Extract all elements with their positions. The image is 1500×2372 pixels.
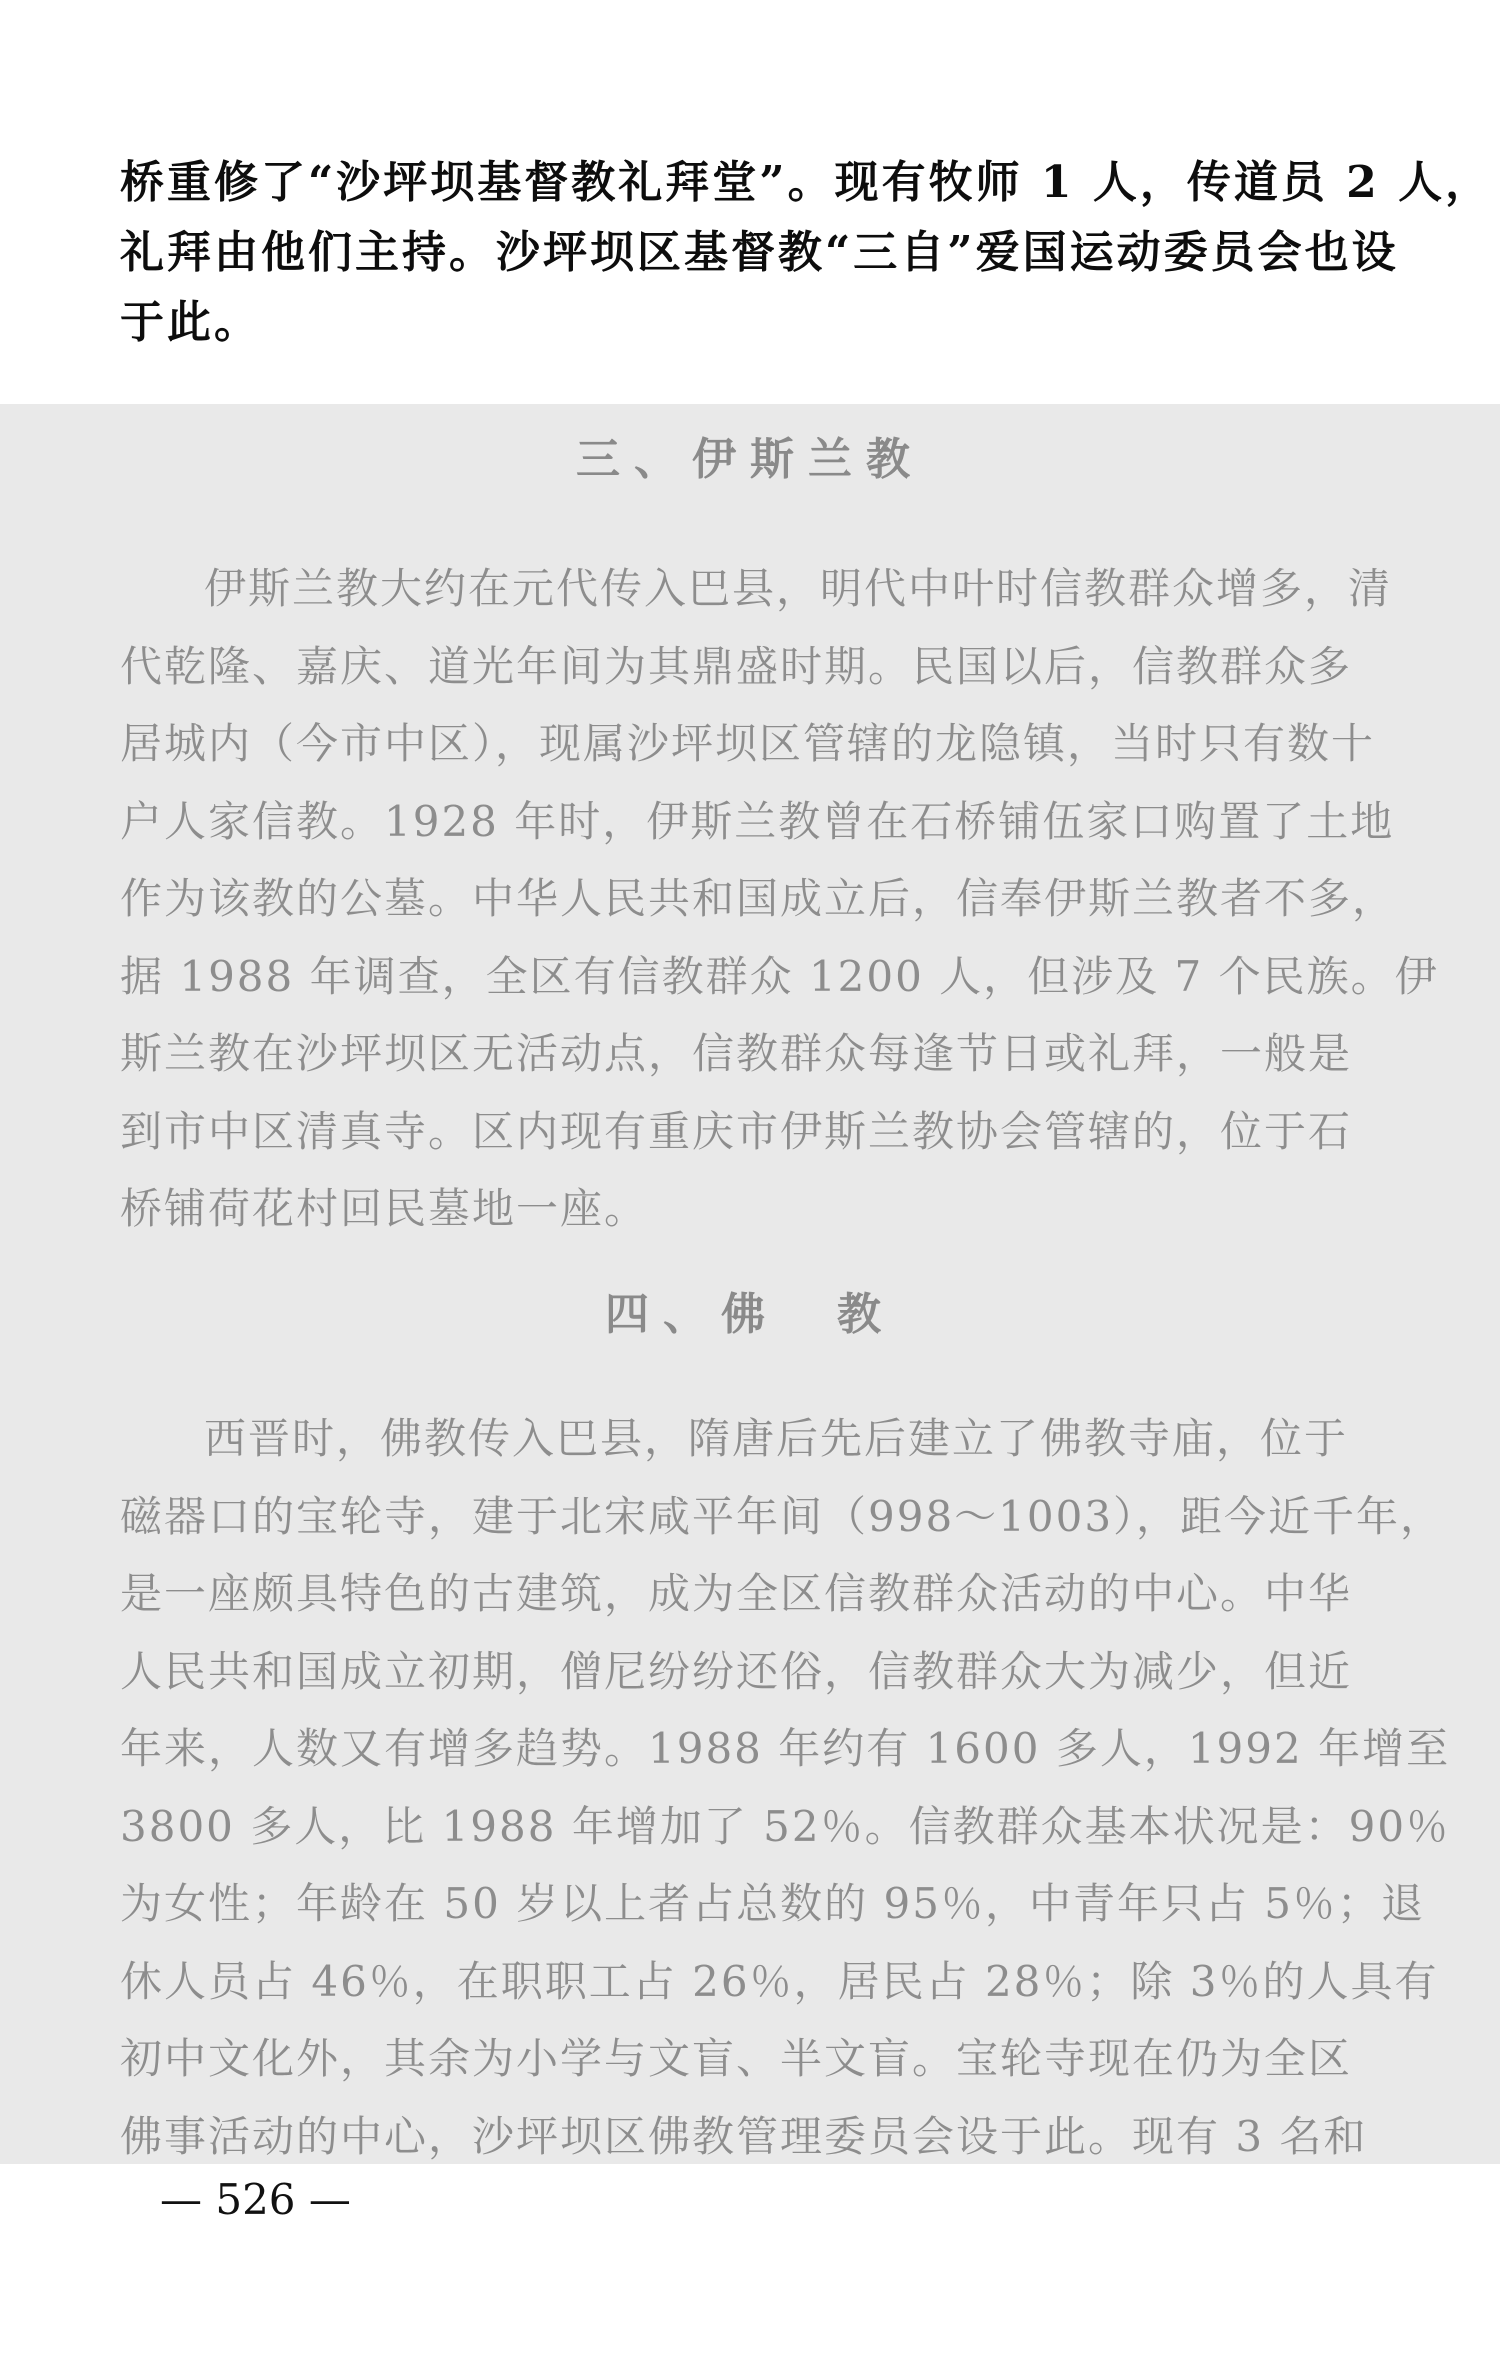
text-line: 于此。	[120, 297, 261, 348]
text-line: 桥铺荷花村回民墓地一座。	[120, 1184, 649, 1233]
text-line: 佛事活动的中心，沙坪坝区佛教管理委员会设于此。现有 3 名和	[120, 2111, 1368, 2161]
text-line: 人民共和国成立初期，僧尼纷纷还俗，信教群众大为减少，但近	[120, 1646, 1353, 1696]
islam-paragraph	[120, 550, 1439, 1248]
text-line: 斯兰教在沙坪坝区无活动点，信教群众每逢节日或礼拜，一般是	[120, 1029, 1353, 1078]
buddhism-paragraph	[120, 1400, 1451, 2175]
text-line: 西晋时，佛教传入巴县，隋唐后先后建立了佛教寺庙，位于	[204, 1414, 1349, 1463]
text-line: 礼拜由他们主持。沙坪坝区基督教“三自”爱国运动委员会也设	[120, 227, 1399, 278]
text-line: 伊斯兰教大约在元代传入巴县，明代中叶时信教群众增多，清	[204, 564, 1393, 613]
page-number: — 526 —	[160, 2175, 351, 2224]
text-line: 年来，人数又有增多趋势。1988 年约有 1600 多人，1992 年增至	[120, 1724, 1451, 1773]
text-line: 磁器口的宝轮寺，建于北宋咸平年间（998～1003），距今近千年，	[120, 1491, 1445, 1541]
section-heading-buddhism: 四、佛 教	[605, 1289, 895, 1340]
text-line: 3800 多人，比 1988 年增加了 52％。信教群众基本状况是：90％	[120, 1801, 1451, 1851]
text-line: 休人员占 46％，在职职工占 26％，居民占 28％；除 3％的人具有	[120, 1956, 1439, 2006]
section-heading-islam: 三、伊斯兰教	[576, 434, 924, 485]
text-line: 据 1988 年调查，全区有信教群众 1200 人，但涉及 7 个民族。伊	[120, 951, 1439, 1001]
top-paragraph	[120, 148, 1493, 358]
text-line: 是一座颇具特色的古建筑，成为全区信教群众活动的中心。中华	[120, 1569, 1353, 1618]
text-line: 为女性；年龄在 50 岁以上者占总数的 95％，中青年只占 5％；退	[120, 1879, 1426, 1928]
text-line: 户人家信教。1928 年时，伊斯兰教曾在石桥铺伍家口购置了土地	[120, 796, 1395, 846]
text-line: 桥重修了“沙坪坝基督教礼拜堂”。现有牧师 1 人，传道员 2 人，	[120, 157, 1493, 208]
text-line: 代乾隆、嘉庆、道光年间为其鼎盛时期。民国以后，信教群众多	[120, 641, 1353, 691]
text-line: 居城内（今市中区），现属沙坪坝区管辖的龙隐镇，当时只有数十	[120, 719, 1376, 768]
text-line: 作为该教的公墓。中华人民共和国成立后，信奉伊斯兰教者不多，	[120, 874, 1397, 923]
text-line: 到市中区清真寺。区内现有重庆市伊斯兰教协会管辖的，位于石	[120, 1106, 1353, 1156]
text-line: 初中文化外，其余为小学与文盲、半文盲。宝轮寺现在仍为全区	[120, 2034, 1353, 2083]
